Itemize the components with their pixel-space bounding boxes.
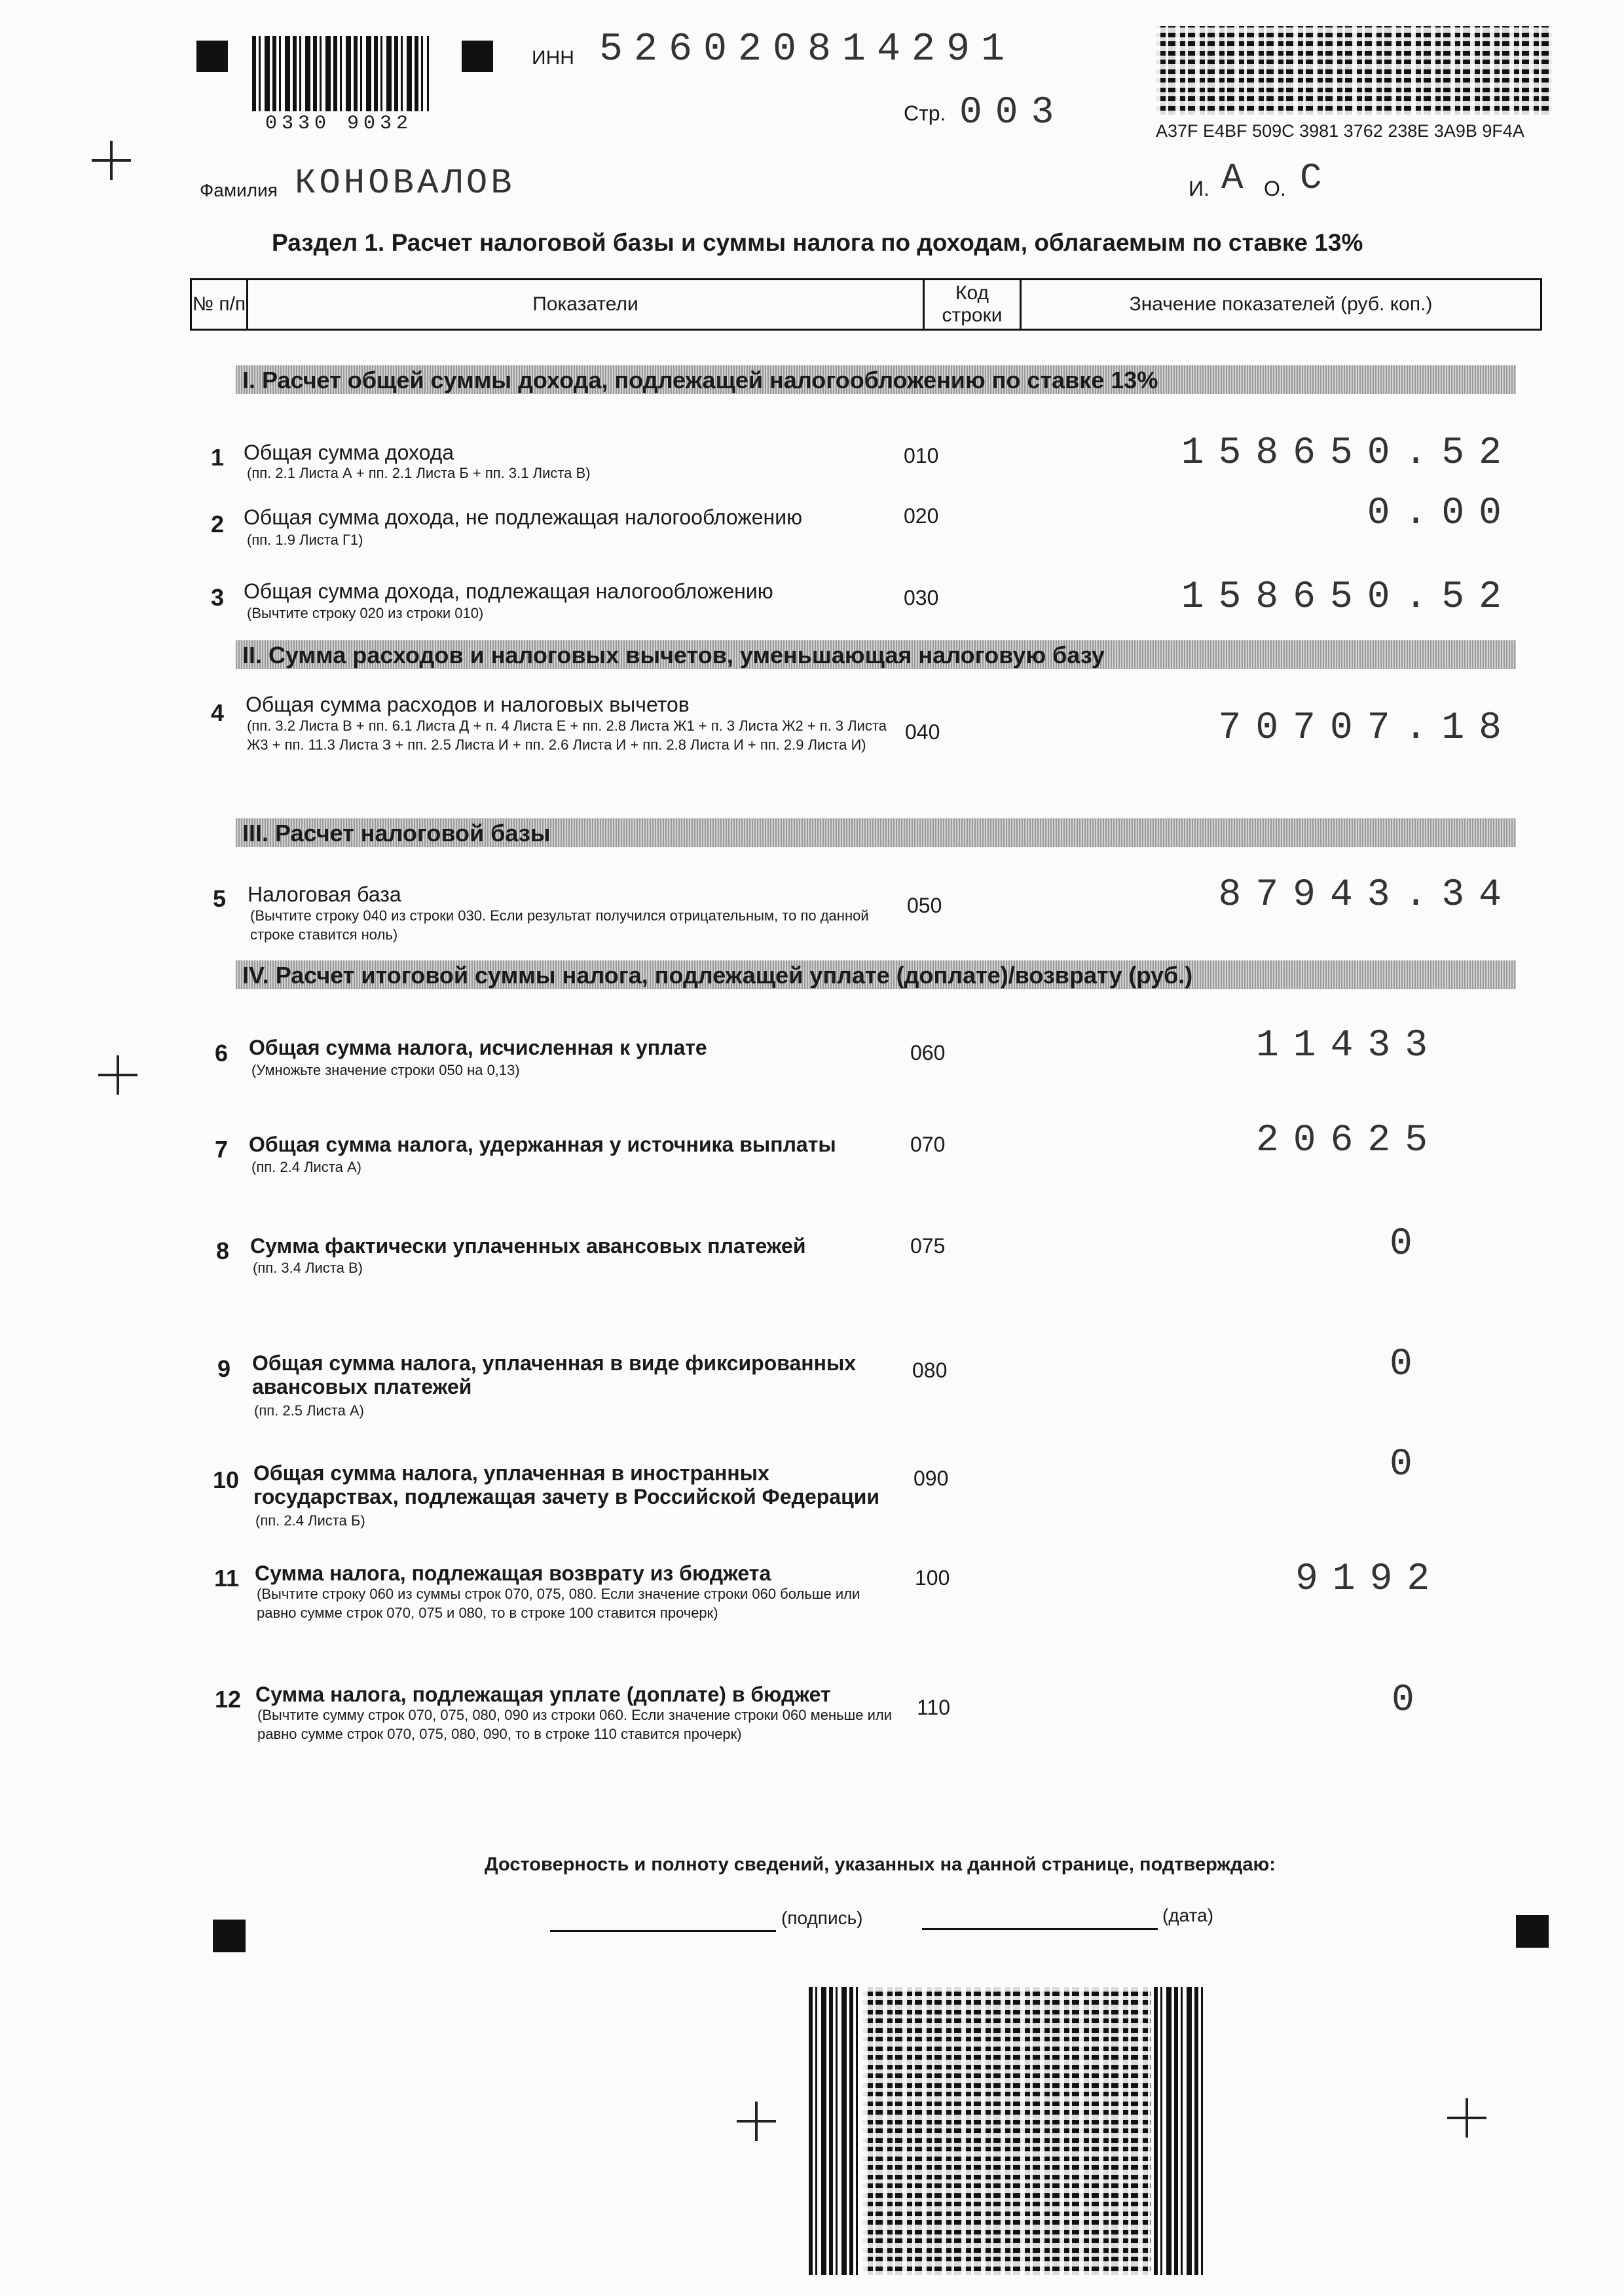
row-5-note: (Вычтите строку 040 из строки 030. Если результат получился отрицательным, то по данной строке ставится ноль)	[250, 907, 869, 943]
row-12-code: 110	[917, 1696, 951, 1719]
signature-line[interactable]	[550, 1930, 776, 1932]
table-header	[190, 278, 1542, 331]
row-9-note: (пп. 2.5 Листа А)	[254, 1402, 364, 1419]
subsection-4-title: IV. Расчет итоговой суммы налога, подлежащей уплате (доплате)/возврату (руб.)	[242, 962, 1193, 989]
surname-value: КОНОВАЛОВ	[295, 164, 515, 204]
hash-code: A37F E4BF 509C 3981 3762 238E 3A9B 9F4A	[1156, 121, 1524, 141]
name-label: И.	[1189, 177, 1209, 200]
row-5-title: Налоговая база	[248, 883, 401, 906]
row-3-value: 158650.52	[1181, 576, 1516, 619]
row-10-num: 10	[213, 1467, 240, 1493]
row-7-note: (пп. 2.4 Листа А)	[251, 1159, 361, 1175]
date-line[interactable]	[922, 1928, 1158, 1930]
patronymic-value: С	[1300, 157, 1322, 199]
subsection-1-title: I. Расчет общей суммы дохода, подлежащей налогообложению по ставке 13%	[242, 367, 1158, 393]
row-7-value: 20625	[1256, 1120, 1443, 1162]
row-10-note: (пп. 2.4 Листа Б)	[255, 1512, 365, 1529]
row-1-note: (пп. 2.1 Листа А + пп. 2.1 Листа Б + пп. 3.1 Листа В)	[247, 465, 591, 481]
registration-cross-icon	[737, 2102, 776, 2141]
subsection-3-title: III. Расчет налоговой базы	[242, 820, 551, 847]
top-barcode	[252, 36, 429, 111]
row-10-value: 0	[1390, 1444, 1427, 1486]
signature-label: (подпись)	[781, 1908, 863, 1928]
bottom-barcode-left	[809, 1987, 861, 2275]
row-8-title: Сумма фактически уплаченных авансовых платежей	[250, 1234, 806, 1258]
row-1-title: Общая сумма дохода	[244, 441, 454, 464]
corner-marker-top-mid	[462, 41, 493, 72]
row-4-title: Общая сумма расходов и налоговых вычетов	[246, 693, 690, 716]
surname-label: Фамилия	[200, 180, 278, 200]
row-8-value: 0	[1390, 1223, 1427, 1266]
row-6-value: 11433	[1256, 1025, 1443, 1067]
header-value: Значение показателей (руб. коп.)	[1129, 293, 1433, 315]
subsection-2-title: II. Сумма расходов и налоговых вычетов, уменьшающая налоговую базу	[242, 642, 1105, 668]
row-11-value: 9192	[1295, 1558, 1445, 1601]
row-8-code: 075	[910, 1234, 946, 1258]
subsection-2	[236, 640, 1516, 669]
row-8-num: 8	[216, 1237, 230, 1264]
header-code: Код строки	[942, 282, 1003, 326]
corner-marker-top-left	[196, 41, 228, 72]
row-4-note: (пп. 3.2 Листа В + пп. 6.1 Листа Д + п. 4 Листа Е + пп. 2.8 Листа Ж1 + п. 3 Листа Ж2 + п. 3 Листа Ж3 + пп. 11.3 Листа З + пп. 2.5 Листа И + пп. 2.6 Листа И + пп. 2.8 Листа И + пп. 2.9 Листа И)	[247, 718, 887, 753]
subsection-1	[236, 365, 1516, 394]
row-2-note: (пп. 1.9 Листа Г1)	[247, 532, 363, 548]
row-9-num: 9	[217, 1355, 231, 1382]
row-12-value: 0	[1392, 1679, 1429, 1722]
row-7-title: Общая сумма налога, удержанная у источника выплаты	[249, 1133, 836, 1156]
row-6-code: 060	[910, 1041, 946, 1065]
row-7-num: 7	[215, 1136, 229, 1163]
row-3-note: (Вычтите строку 020 из строки 010)	[247, 605, 484, 621]
row-6-num: 6	[215, 1040, 229, 1066]
row-6-title: Общая сумма налога, исчисленная к уплате	[249, 1036, 707, 1059]
row-7-code: 070	[910, 1133, 946, 1156]
row-5-code: 050	[907, 894, 942, 917]
confirm-text: Достоверность и полноту сведений, указанных на данной странице, подтверждаю:	[485, 1854, 1276, 1875]
row-11-code: 100	[915, 1566, 950, 1590]
row-3-code: 030	[904, 586, 939, 610]
row-12-note: (Вычтите сумму строк 070, 075, 080, 090 из строки 060. Если значение строки 060 меньше или равно сумме строк 070, 075, 080, 090, то в строке 110 ставится прочерк)	[257, 1707, 892, 1742]
row-1-value: 158650.52	[1181, 432, 1516, 475]
row-9-title: Общая сумма налога, уплаченная в виде фиксированных авансовых платежей	[252, 1351, 857, 1398]
row-8-note: (пп. 3.4 Листа В)	[253, 1260, 363, 1276]
row-11-title: Сумма налога, подлежащая возврату из бюджета	[255, 1561, 771, 1585]
row-2-num: 2	[211, 511, 225, 538]
row-4-code: 040	[905, 720, 940, 744]
date-label: (дата)	[1162, 1905, 1214, 1925]
inn-label: ИНН	[532, 47, 574, 69]
page-value: 003	[959, 92, 1067, 134]
section-title: Раздел 1. Расчет налоговой базы и суммы налога по доходам, облагаемым по ставке 13%	[272, 229, 1363, 256]
header-indicators: Показатели	[532, 293, 638, 315]
row-2-value: 0.00	[1367, 492, 1516, 535]
row-10-title: Общая сумма налога, уплаченная в иностранных государствах, подлежащая зачету в Российской Федерации	[253, 1461, 880, 1508]
corner-marker-bottom-right	[1516, 1915, 1549, 1948]
page-label: Стр.	[904, 101, 946, 125]
row-3-title: Общая сумма дохода, подлежащая налогообложению	[244, 579, 773, 603]
row-4-num: 4	[211, 699, 225, 726]
row-1-code: 010	[904, 444, 939, 467]
row-6-note: (Умножьте значение строки 050 на 0,13)	[251, 1062, 520, 1078]
inn-value: 526020814291	[599, 27, 1016, 72]
row-11-note: (Вычтите строку 060 из суммы строк 070, 075, 080. Если значение строки 060 больше или равно сумме строк 070, 075 и 080, то в строке 100 ставится прочерк)	[257, 1586, 860, 1621]
bottom-matrix-code	[863, 1987, 1151, 2275]
top-matrix-code	[1156, 26, 1552, 115]
bottom-barcode-right	[1154, 1987, 1205, 2275]
row-9-code: 080	[912, 1358, 948, 1382]
row-4-value: 70707.18	[1218, 707, 1516, 750]
registration-cross-icon	[98, 1055, 138, 1095]
corner-marker-bottom-left	[213, 1920, 246, 1952]
row-12-title: Сумма налога, подлежащая уплате (доплате) в бюджет	[255, 1683, 831, 1706]
patronymic-label: О.	[1264, 177, 1286, 200]
subsection-4	[236, 960, 1516, 989]
barcode-number: 0330 9032	[265, 113, 413, 135]
row-5-num: 5	[213, 885, 227, 912]
row-5-value: 87943.34	[1218, 874, 1516, 917]
name-value: А	[1221, 157, 1244, 199]
registration-cross-icon	[92, 141, 131, 180]
row-12-num: 12	[215, 1686, 242, 1713]
row-3-num: 3	[211, 584, 225, 611]
row-1-num: 1	[211, 444, 225, 471]
header-num: № п/п	[192, 293, 246, 315]
subsection-3	[236, 818, 1516, 847]
registration-cross-icon	[1447, 2098, 1486, 2138]
row-9-value: 0	[1390, 1343, 1427, 1386]
row-10-code: 090	[913, 1467, 949, 1490]
row-2-title: Общая сумма дохода, не подлежащая налогообложению	[244, 505, 803, 529]
row-2-code: 020	[904, 504, 939, 528]
row-11-num: 11	[214, 1565, 240, 1592]
